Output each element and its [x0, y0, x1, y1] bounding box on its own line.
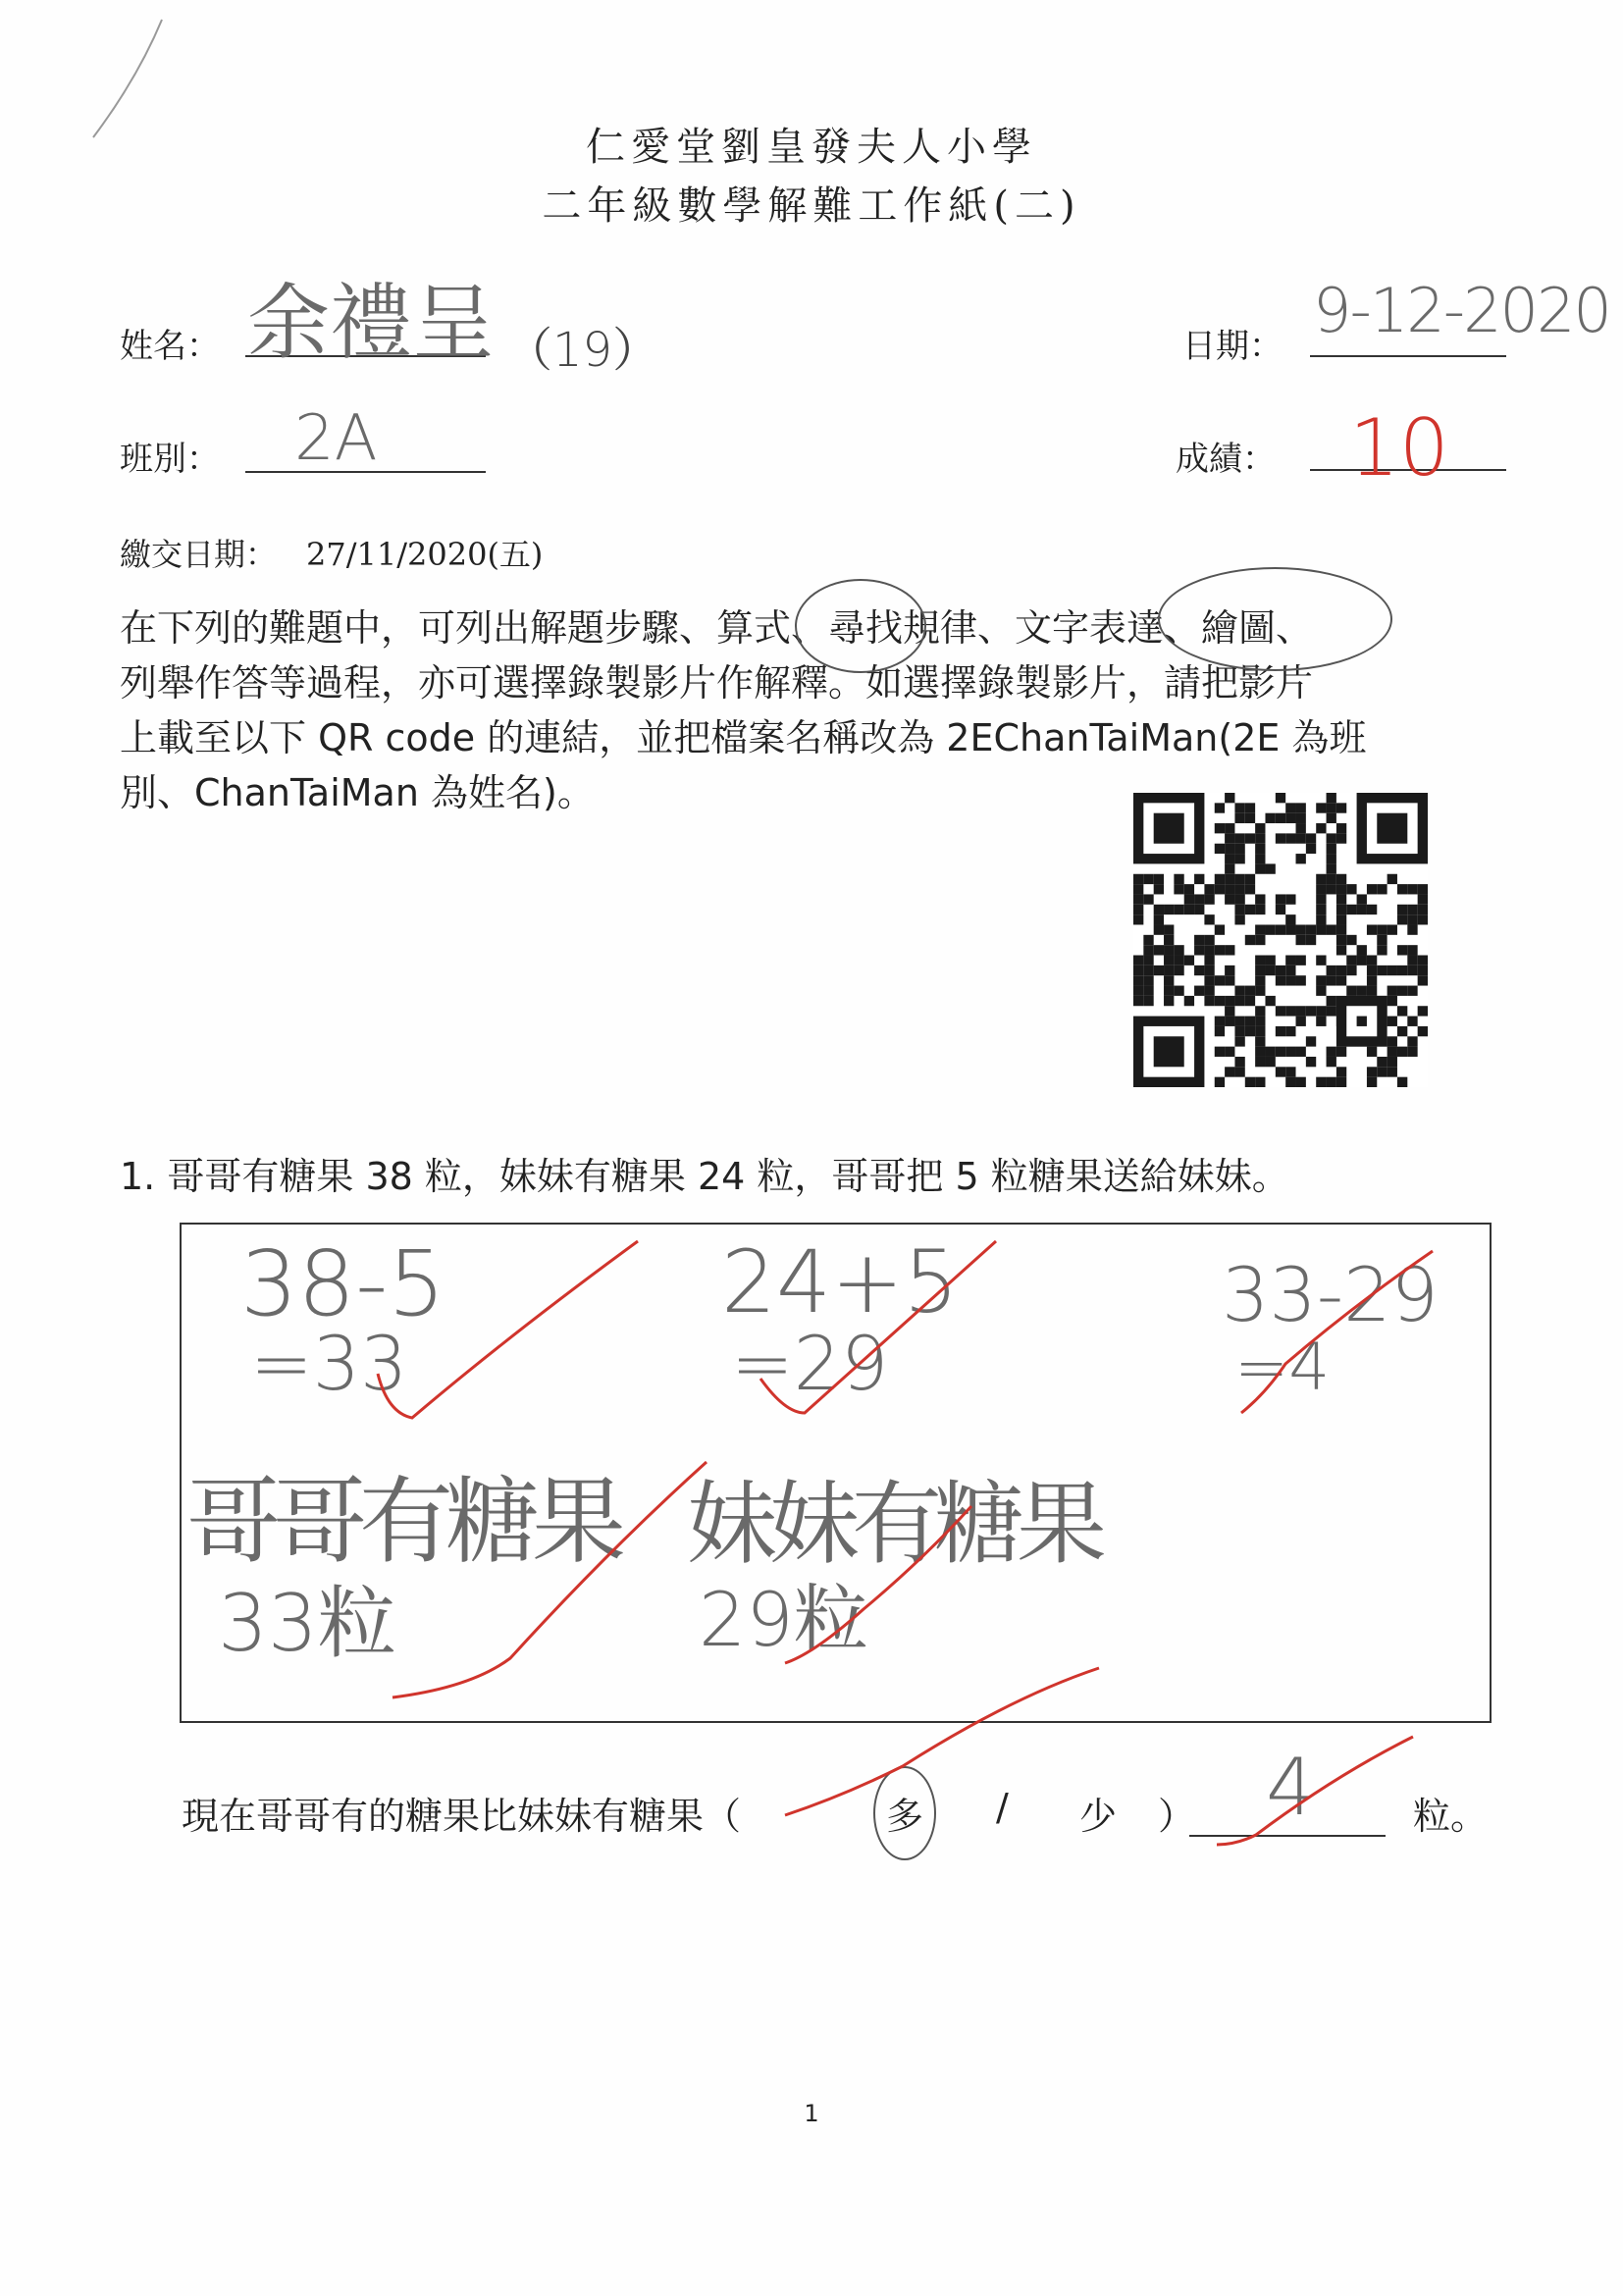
due-date-value: 27/11/2020(五)	[306, 536, 544, 573]
answer-blank-value[interactable]: 4	[1266, 1742, 1316, 1833]
worksheet-title: 二年級數學解難工作紙(二)	[542, 183, 1081, 229]
instructions-line-4: 別、ChanTaiMan 為姓名)。	[120, 771, 595, 814]
statement-1-line-1: 哥哥有糖果	[186, 1467, 618, 1577]
instructions-line-3: 上載至以下 QR code 的連結，並把檔案名稱改為 2EChanTaiMan(2E 為班	[120, 716, 1367, 759]
calc-2-line-2: =29	[731, 1320, 889, 1407]
name-label: 姓名：	[120, 327, 220, 366]
circle-mark-formula	[795, 579, 926, 673]
answer-unit: 粒。	[1413, 1795, 1489, 1838]
question-1	[120, 1146, 1289, 1200]
statement-2-line-2: 29粒	[699, 1576, 868, 1663]
instructions-line-2: 列舉作答等過程，亦可選擇錄製影片作解釋。如選擇錄製影片，請把影片	[120, 661, 1314, 704]
date-handwritten: 9-12-2020	[1313, 275, 1610, 346]
class-handwritten: 2A	[294, 402, 378, 475]
due-date-label: 繳交日期：	[120, 536, 278, 573]
page-number: 1	[804, 2100, 819, 2127]
class-label: 班別：	[120, 440, 220, 479]
instructions-line-1: 在下列的難題中，可列出解題步驟、算式、尋找規律、文字表達、繪圖、	[120, 606, 1314, 650]
calc-1-line-2: =33	[250, 1320, 408, 1407]
statement-1-line-2: 33粒	[218, 1578, 396, 1669]
date-underline	[1310, 355, 1506, 357]
class-number: （19）	[505, 323, 660, 378]
score-label: 成績：	[1176, 440, 1276, 479]
calc-3-line-2: =4	[1234, 1330, 1331, 1405]
calc-2-line-1: 24+5	[721, 1231, 959, 1332]
option-slash: /	[996, 1786, 1009, 1829]
calc-3-line-1: 33-29	[1222, 1251, 1439, 1338]
circle-mark-text-expression	[1158, 567, 1392, 671]
score-handwritten: 10	[1349, 402, 1449, 494]
option-less[interactable]: 少	[1079, 1795, 1118, 1838]
statement-2-line-1: 妹妹有糖果	[687, 1472, 1100, 1577]
qr-code-icon[interactable]	[1133, 793, 1428, 1087]
calc-1-line-1: 38-5	[240, 1231, 445, 1336]
school-name: 仁愛堂劉皇發夫人小學	[586, 125, 1037, 170]
question-number: 1.	[120, 1155, 156, 1198]
question-text: 哥哥有糖果 38 粒，妹妹有糖果 24 粒，哥哥把 5 粒糖果送給妹妹。	[167, 1155, 1289, 1198]
date-label: 日期：	[1182, 327, 1283, 366]
answer-blank-underline	[1189, 1835, 1386, 1837]
option-close: ）	[1158, 1795, 1196, 1838]
circle-mark-more	[873, 1766, 936, 1860]
name-handwritten: 余禮呈	[247, 275, 496, 371]
answer-prefix: 現在哥哥有的糖果比妹妹有糖果（	[182, 1795, 742, 1838]
option-more[interactable]: 多	[886, 1795, 924, 1838]
